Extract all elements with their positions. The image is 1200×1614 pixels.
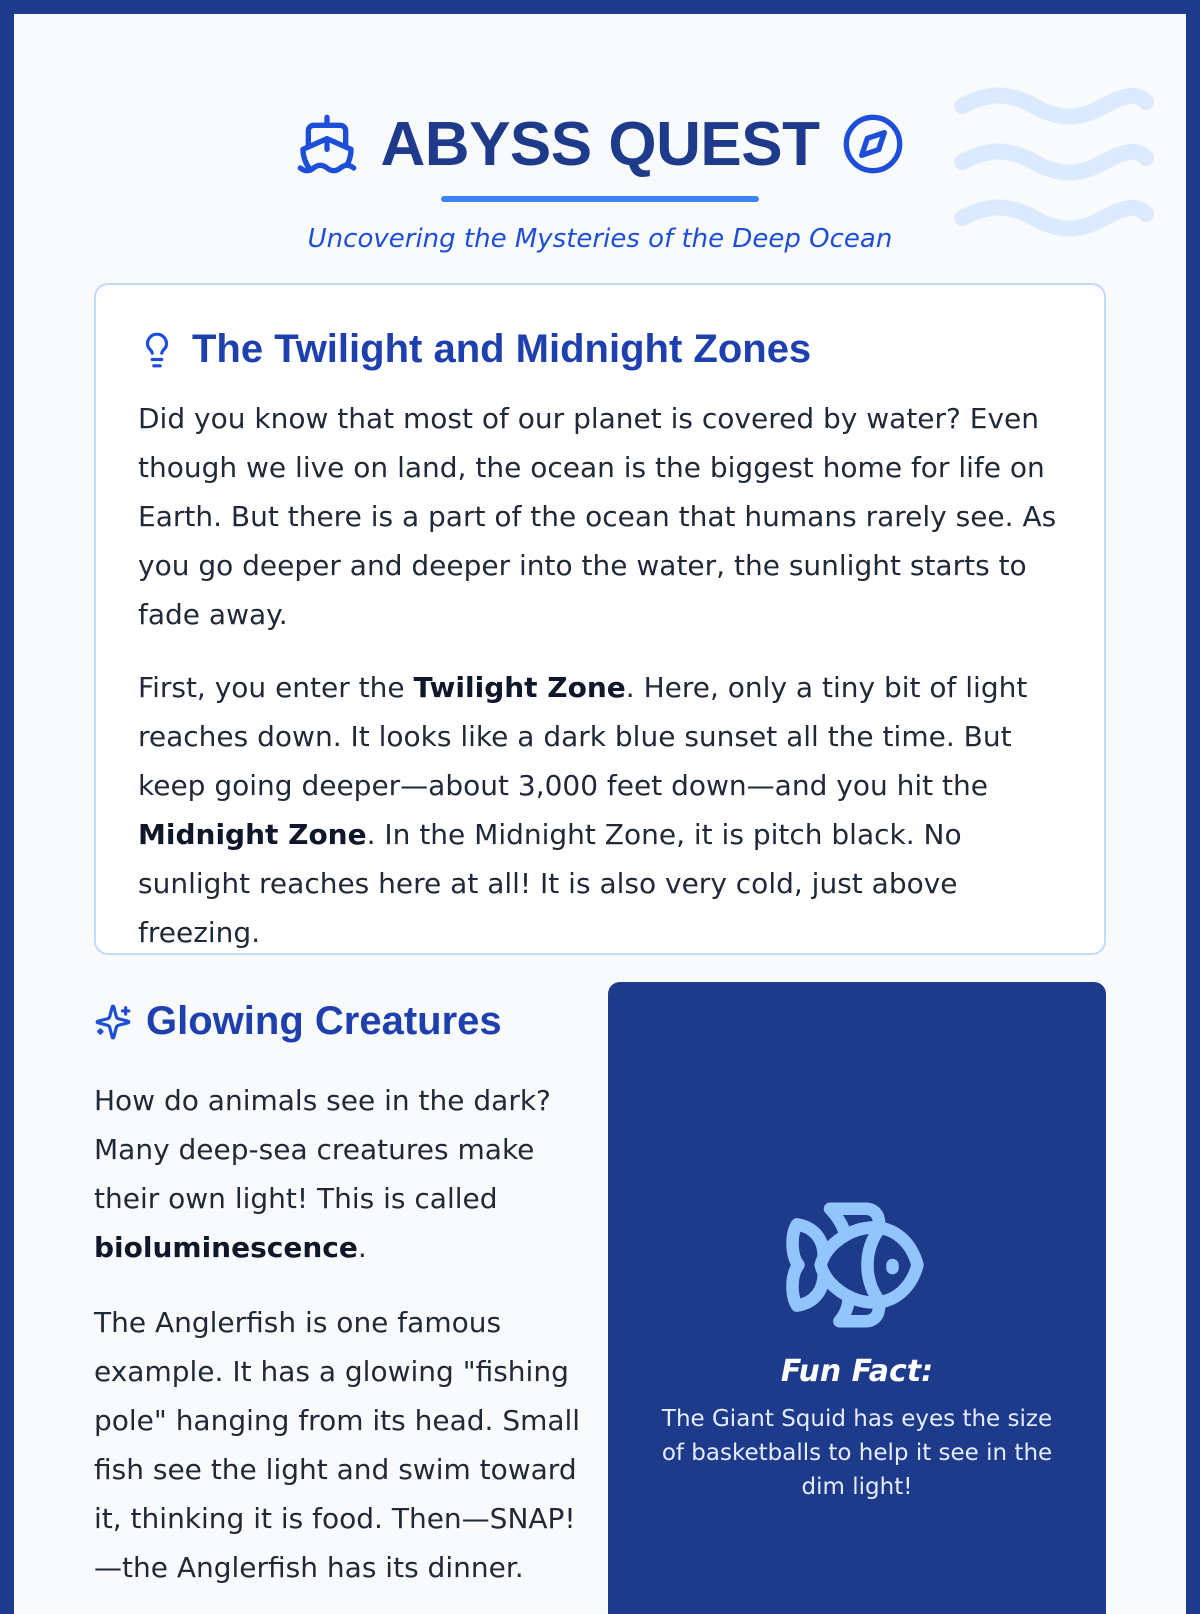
glowing-paragraph-1 xyxy=(94,1076,594,1272)
compass-icon xyxy=(841,112,905,176)
zones-card xyxy=(94,283,1106,955)
glowing-heading-text: Glowing Creatures xyxy=(146,999,502,1043)
fun-fact-text: The Giant Squid has eyes the size of basketballs to help it see in the dim light! xyxy=(661,1406,1053,1500)
midnight-zone-term: Midnight Zone xyxy=(138,818,367,851)
twilight-zone-term: Twilight Zone xyxy=(413,671,626,704)
header xyxy=(14,104,1186,254)
zones-p2-text-3: . In the Midnight Zone, it is pitch black. No sunlight reaches here at all! It is also very cold, just above freezing. xyxy=(138,818,962,949)
lightbulb-icon xyxy=(138,331,176,369)
glowing-heading xyxy=(94,999,594,1044)
zones-p2-text-2: . Here, only a tiny bit of light reaches down. It looks like a dark blue sunset all the time. But keep going deeper—about 3,000 feet down—and you hit the xyxy=(138,671,1028,802)
title-underline xyxy=(441,196,759,202)
page xyxy=(14,14,1186,1614)
fun-fact-title: Fun Fact: xyxy=(780,1354,934,1389)
fish-icon xyxy=(780,1190,930,1340)
sparkles-icon xyxy=(94,1003,132,1041)
zones-heading xyxy=(138,327,1062,372)
bioluminescence-term: bioluminescence xyxy=(94,1231,358,1264)
glowing-p1-text-1: How do animals see in the dark? Many deep-sea creatures make their own light! This is called xyxy=(94,1084,551,1215)
glowing-p1-text-2: . xyxy=(357,1231,367,1264)
page-subtitle: Uncovering the Mysteries of the Deep Ocean xyxy=(307,224,893,254)
zones-heading-text: The Twilight and Midnight Zones xyxy=(192,327,812,371)
fun-fact-card xyxy=(608,982,1106,1614)
ship-icon xyxy=(295,112,359,176)
glowing-paragraph-2: The Anglerfish is one famous example. It has a glowing "fishing pole" hanging from its head. Small fish see the light and swim toward it, thinking it is food. Then—SNAP!—the Anglerfish has its dinner. xyxy=(94,1306,581,1584)
zones-paragraph-1: Did you know that most of our planet is covered by water? Even though we live on land, the ocean is the biggest home for life on Earth. But there is a part of the ocean that humans rarely see. As you go deeper and deeper into the water, the sunlight starts to fade away. xyxy=(138,402,1057,631)
glowing-section xyxy=(94,999,594,1592)
zones-p2-text-1: First, you enter the xyxy=(138,671,414,704)
zones-paragraph-2 xyxy=(138,663,1062,957)
page-title: ABYSS QUEST xyxy=(380,109,820,179)
title-row xyxy=(14,104,1186,184)
